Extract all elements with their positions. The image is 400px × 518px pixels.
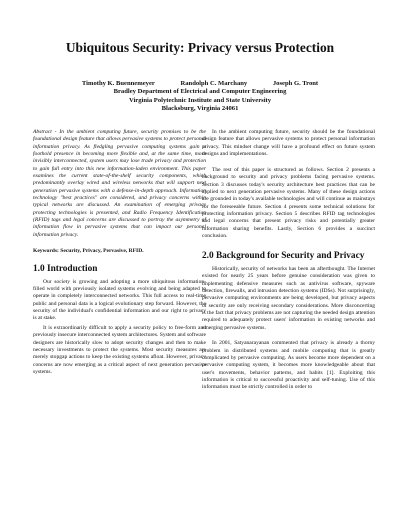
intro-paragraph-1: Our society is growing and adopting a more ubiquitous information-filled world with previously isolated systems evolving and being adapted to operate in completely interconnected networks. This full access to real-time public and personal data is a logical evolutionary step forward. However, the security of the individual's confidential information and our right to privacy is at stake. bbox=[33, 278, 206, 322]
author-location: Blacksburg, Virginia 24061 bbox=[161, 105, 239, 113]
background-paragraph-1: Historically, security of networks has been an afterthought. The Internet existed for nearly 25 years before genuine consideration was given to implementing defensive measures such as antivirus software, spyware detection, firewalls, and intrusion detection systems (IDSs). Not surprisingly, pervasive computing environments are being developed, but privacy aspects of security are only receiving secondary considerations. More disconcerting is the fact that privacy problems are not capturing the needed design attention required to adequately protect users' information in existing networks and emerging pervasive systems. bbox=[202, 265, 375, 331]
author-name: Timothy K. Buennemeyer bbox=[81, 80, 155, 87]
left-column bbox=[33, 129, 206, 379]
section-heading-introduction: 1.0 Introduction bbox=[33, 263, 98, 274]
paper-title: Ubiquitous Security: Privacy versus Protection bbox=[65, 40, 335, 55]
right-column bbox=[202, 129, 375, 394]
author-name: Joseph G. Tront bbox=[272, 80, 319, 87]
author-names bbox=[0, 80, 400, 88]
author-department: Bradley Department of Electrical and Computer Engineering bbox=[113, 88, 287, 96]
abstract: Abstract - In the ambient computing future, security promises to be the foundational design feature that allows pervasive systems to protect personal information privacy. As fledgling pervasive computing systems gain a foothold presence in becoming more flexible and, at the same time, more invisibly interconnected, system users may lose trade privacy and protection to gain full entry into this new information-laden environment. This paper examines the current state-of-the-shelf security components, which predominantly overlay wired and wireless networks that will support next generation pervasive systems with a defense-in-depth approach. Information technology "best practices" are considered, and privacy concerns within typical networks are discussed. An examination of emerging privacy protecting technologies is presented, and Radio Frequency Identification (RFID) tags and legal concerns are discussed to portray the asymmetry of information flow in pervasive systems that can impact our personal information privacy. bbox=[33, 129, 206, 238]
structure-paragraph: The rest of this paper is structured as follows. Section 2 presents a background to security and privacy problems facing pervasive systems. Section 3 discusses today's security architecture best practices that can be applied to next generation pervasive systems. Many of these design actions are grounded in today's available technologies and will continue as mainstays for the foreseeable future. Section 4 presents some technical solutions for protecting information privacy. Section 5 describes RFID tag technologies and legal concerns that present privacy risks and potentially greater information sharing benefits. Lastly, Section 6 provides a succinct conclusion. bbox=[202, 166, 375, 239]
section-heading-background: 2.0 Background for Security and Privacy bbox=[202, 250, 365, 261]
author-block bbox=[0, 80, 400, 114]
intro-paragraph-2: It is extraordinarily difficult to apply a security policy to free-form and previously insecure interconnected system architectures. System and software designers are historically slow to adopt security changes and then to make necessary investments to protect the systems. Most security measures are merely stopgap actions to keep the existing systems afloat. However, privacy concerns are now emerging as a critical aspect of next generation pervasive systems. bbox=[33, 325, 206, 376]
background-paragraph-2: In 2001, Satyanarayanan commented that privacy is already a thorny problem in distributed systems and mobile computing that is greatly complicated by pervasive computing. As users become more dependent on a pervasive computing system, it becomes more knowledgeable about that user's movements, behavior patterns, and habits [1]. Exploiting this information is critical to successful proactivity and self-tuning. Use of this information must be strictly controlled in order to bbox=[202, 340, 375, 391]
author-name: Randolph C. Marchany bbox=[180, 80, 248, 87]
intro-paragraph-3: In the ambient computing future, security should be the foundational design feature that allows pervasive systems to protect personal information privacy. This mindset change will have a profound effect on future system designs and implementations. bbox=[202, 129, 375, 158]
keywords: Keywords: Security, Privacy, Pervasive, RFID. bbox=[33, 248, 144, 255]
author-institution: Virginia Polytechnic Institute and State University bbox=[128, 96, 272, 104]
